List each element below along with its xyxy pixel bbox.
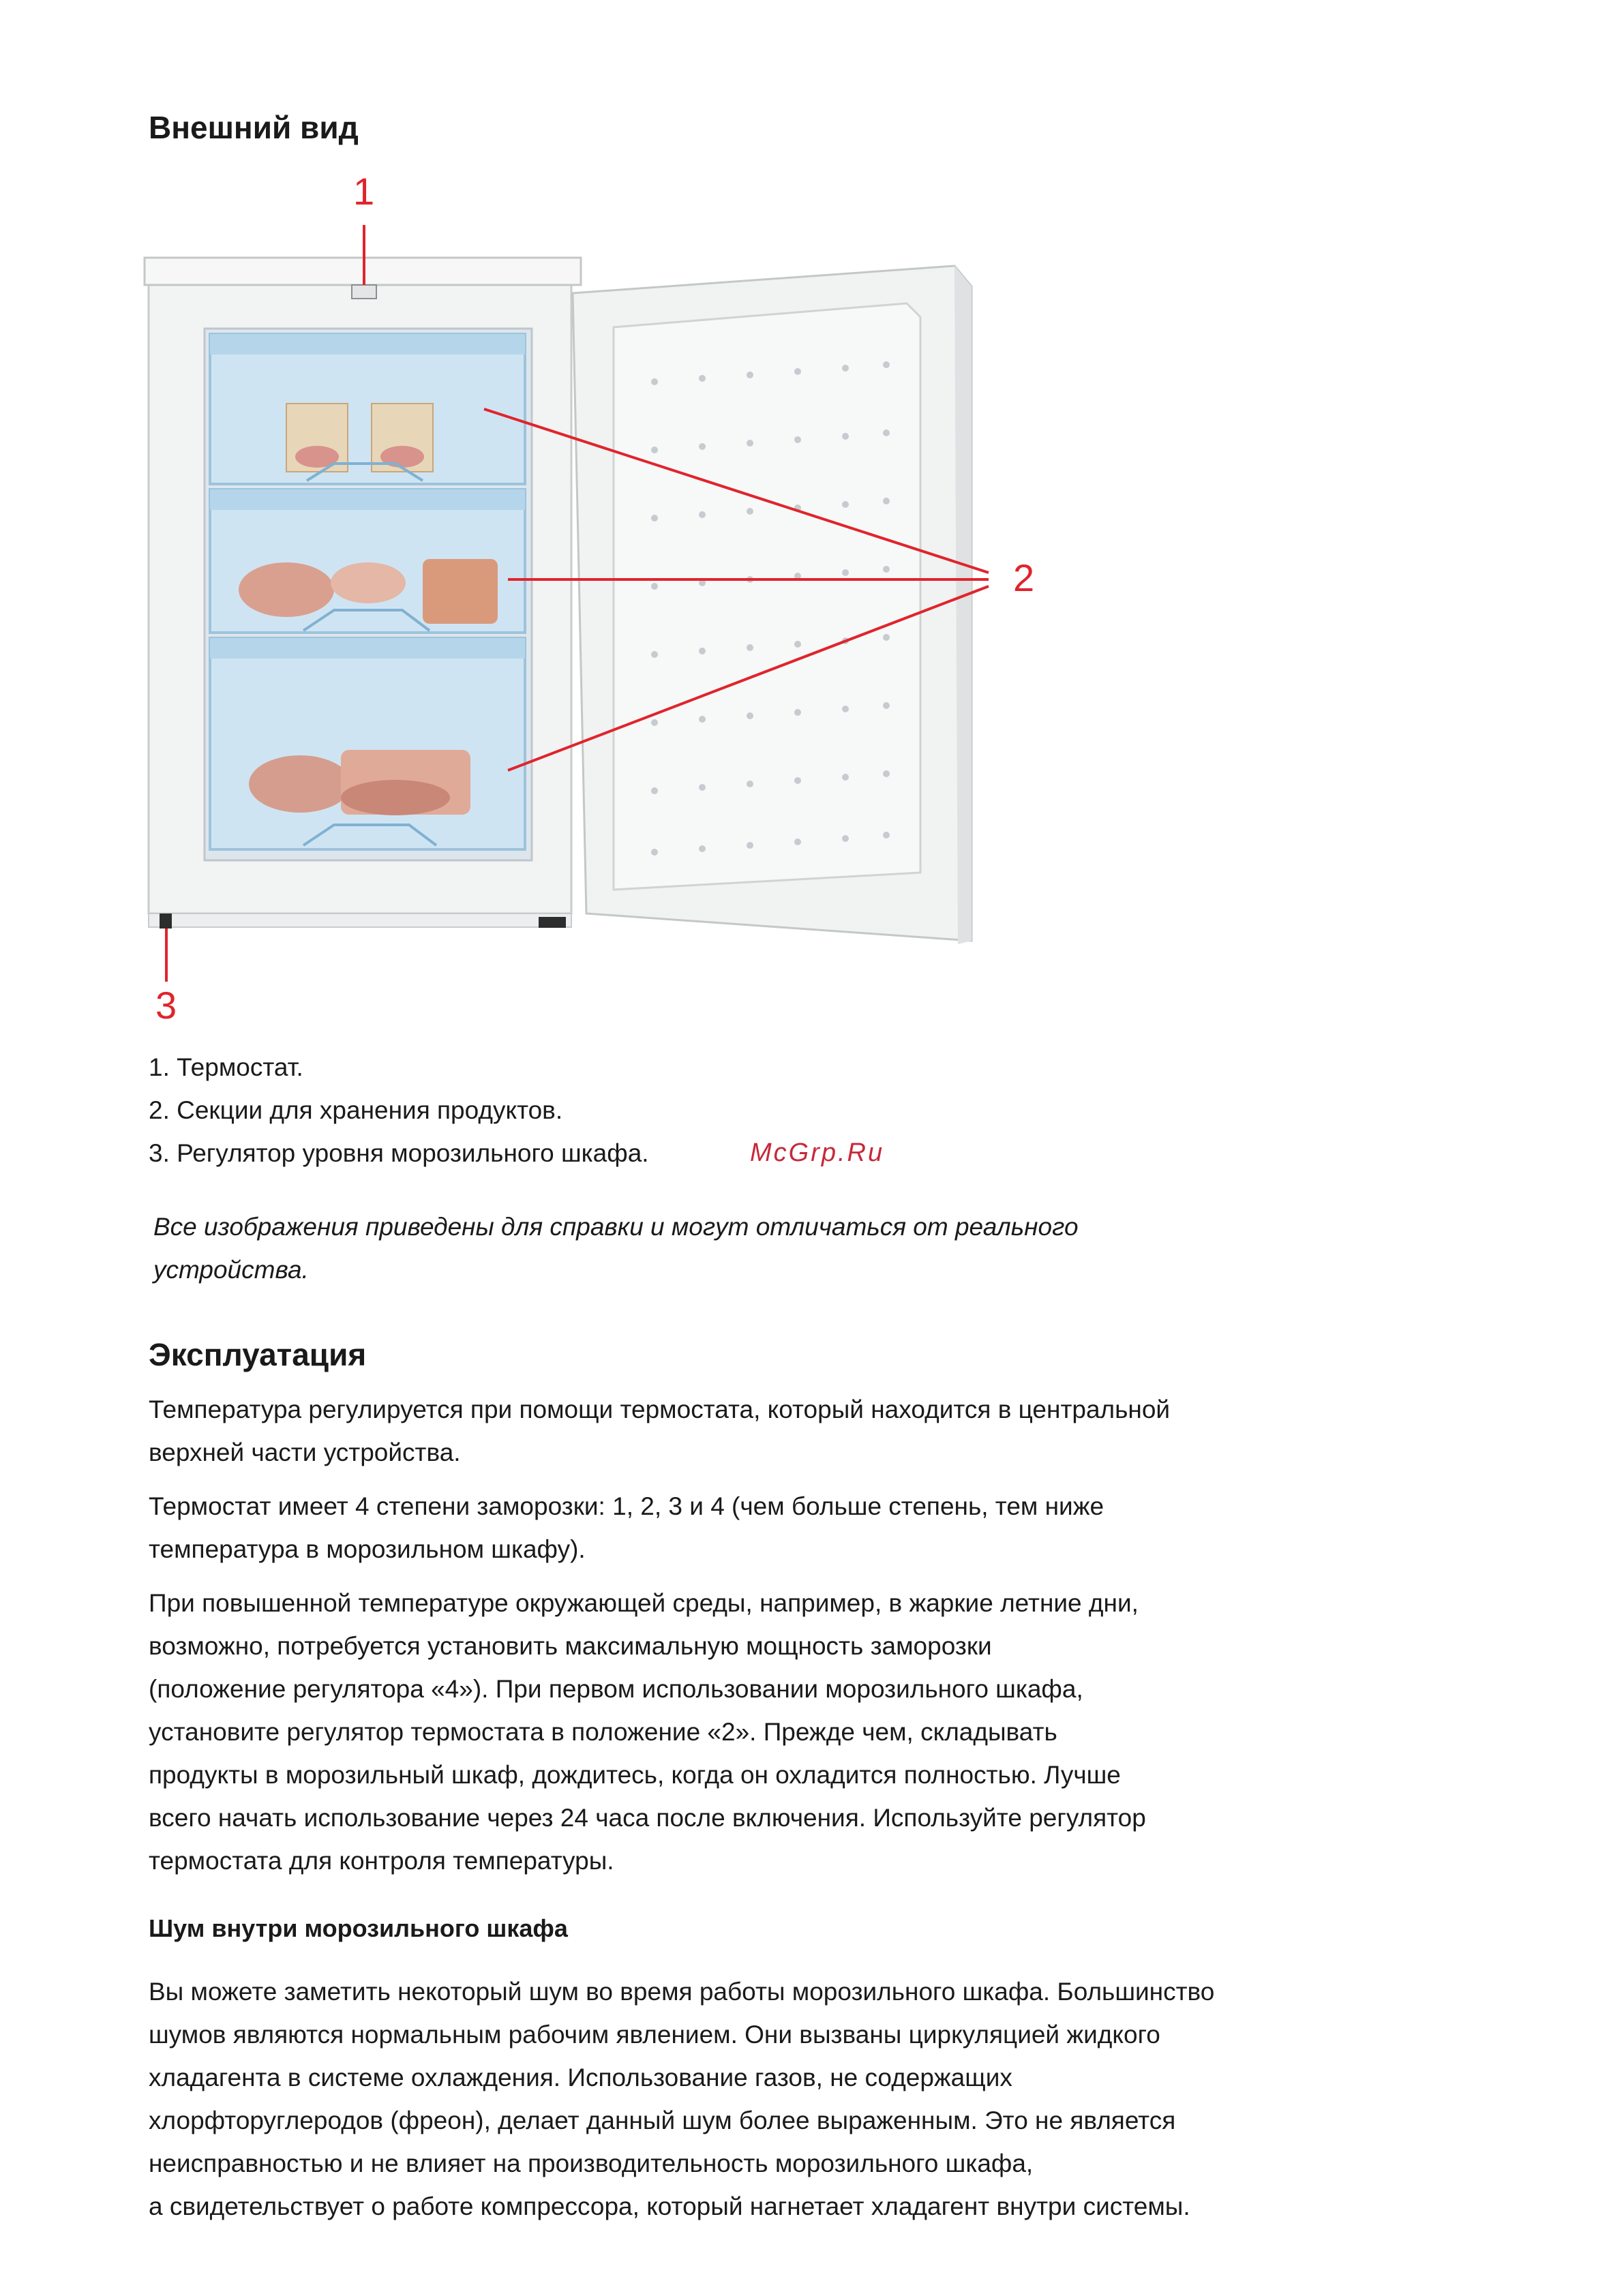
freezer-door: [573, 266, 972, 944]
text-line: Вы можете заметить некоторый шум во время работы морозильного шкафа. Большинство: [149, 1978, 1215, 2006]
callout-number-2: 2: [1013, 556, 1035, 599]
drawer-top: [210, 334, 525, 484]
drawer-bottom: [210, 638, 525, 849]
freezer-plinth: [149, 913, 571, 927]
text-line: установите регулятор термостата в положение «2». Прежде чем, складывать: [149, 1718, 1057, 1746]
noise-text: [149, 1970, 1444, 2228]
text-line: шумов являются нормальным рабочим явлением. Они вызваны циркуляцией жидкого: [149, 2021, 1160, 2049]
legend-list: [149, 1046, 649, 1175]
disclaimer-note: [153, 1205, 1079, 1291]
text-line: всего начать использование через 24 часа после включения. Используйте регулятор: [149, 1804, 1146, 1832]
callout-number-1: 1: [353, 170, 375, 213]
operation-text: [149, 1388, 1444, 1882]
text-line: возможно, потребуется установить максимальную мощность заморозки: [149, 1632, 992, 1660]
section-title-noise: Шум внутри морозильного шкафа: [149, 1914, 568, 1942]
text-line: Термостат имеет 4 степени заморозки: 1, 2, 3 и 4 (чем больше степень, тем ниже: [149, 1492, 1104, 1520]
leveling-foot: [160, 913, 172, 928]
legend-item: 2. Секции для хранения продуктов.: [149, 1096, 563, 1124]
page-title-appearance: Внешний вид: [149, 110, 359, 145]
callout-number-3: 3: [155, 984, 177, 1027]
disclaimer-line: устройства.: [153, 1256, 309, 1284]
section-title-operation: Эксплуатация: [149, 1337, 367, 1372]
text-line: а свидетельствует о работе компрессора, который нагнетает хладагент внутри системы.: [149, 2192, 1190, 2220]
text-line: термостата для контроля температуры.: [149, 1847, 614, 1875]
text-line: неисправностью и не влияет на производительность морозильного шкафа,: [149, 2149, 1034, 2177]
disclaimer-line: Все изображения приведены для справки и могут отличаться от реального: [153, 1213, 1079, 1241]
food-item: [331, 562, 406, 603]
text-line: (положение регулятора «4»). При первом использовании морозильного шкафа,: [149, 1675, 1083, 1703]
text-line: верхней части устройства.: [149, 1438, 461, 1466]
food-item: [249, 755, 351, 813]
text-line: температура в морозильном шкафу).: [149, 1535, 586, 1563]
food-item: [239, 562, 334, 617]
text-line: Температура регулируется при помощи термостата, который находится в центральной: [149, 1395, 1171, 1423]
freezer-illustration: [136, 164, 1091, 1043]
watermark: McGrp.Ru: [750, 1138, 885, 1167]
text-line: хладагента в системе охлаждения. Использование газов, не содержащих: [149, 2064, 1012, 2091]
legend-item: 1. Термостат.: [149, 1053, 303, 1081]
food-item: [423, 559, 498, 624]
text-line: хлорфторуглеродов (фреон), делает данный шум более выраженным. Это не является: [149, 2106, 1176, 2134]
thermostat-knob: [352, 285, 376, 299]
drawer-middle: [210, 489, 525, 633]
text-line: продукты в морозильный шкаф, дождитесь, когда он охладится полностью. Лучше: [149, 1761, 1121, 1789]
text-line: При повышенной температуре окружающей среды, например, в жаркие летние дни,: [149, 1589, 1139, 1617]
door-hinge: [539, 917, 566, 928]
food-item: [341, 780, 450, 815]
legend-item: 3. Регулятор уровня морозильного шкафа.: [149, 1139, 649, 1167]
